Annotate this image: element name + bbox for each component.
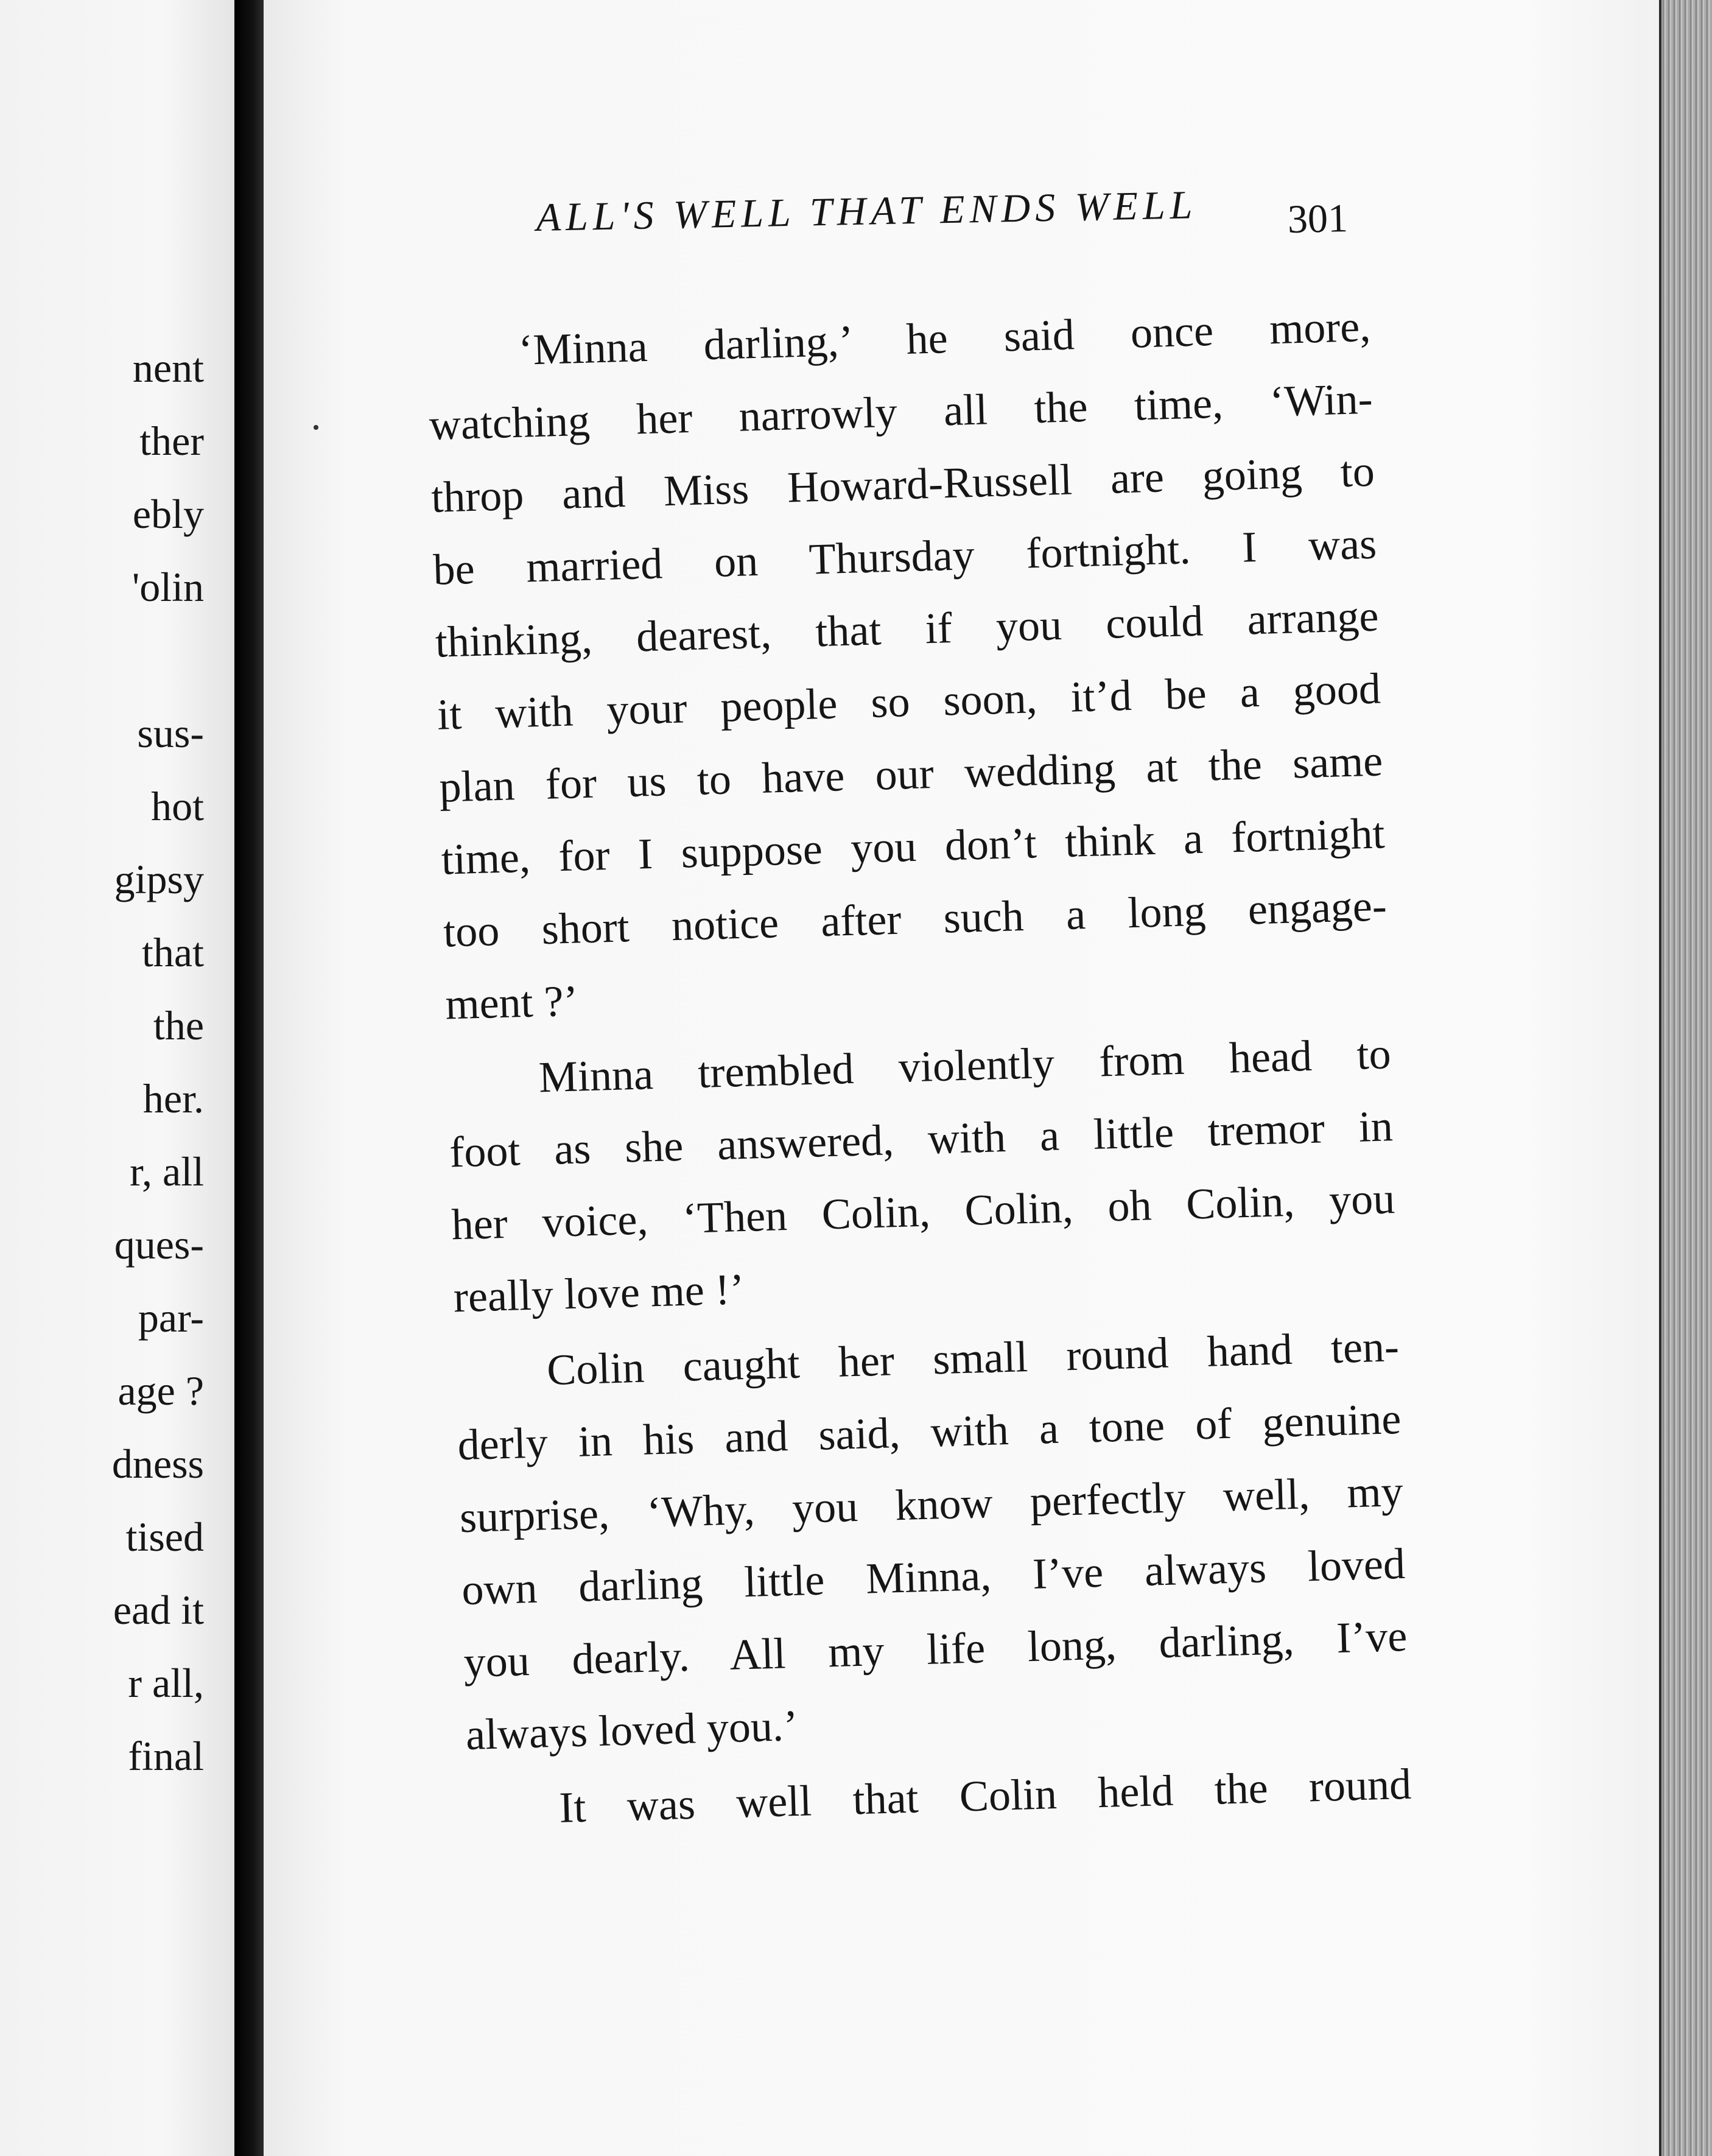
page-edges	[1661, 0, 1712, 2156]
left-page-line: ques-	[114, 1221, 204, 1268]
text-line: too short notice after such a long engage-	[443, 881, 1387, 957]
margin-speck	[314, 425, 318, 430]
left-page-line: the	[153, 1002, 204, 1048]
text-line: watching her narrowly all the time, ‘Win-	[428, 374, 1373, 449]
left-page-line: her.	[142, 1075, 204, 1122]
left-page	[0, 0, 234, 2156]
text-line: derly in his and said, with a tone of genuine	[457, 1394, 1402, 1470]
text-line: own darling little Minna, I’ve always loved	[461, 1539, 1406, 1615]
book-gutter	[234, 0, 264, 2156]
text-line: thinking, dearest, that if you could arrange	[434, 591, 1380, 667]
text-line: throp and Miss Howard-Russell are going to	[430, 446, 1375, 522]
left-page-line: ead it	[113, 1587, 204, 1633]
left-page-line: final	[128, 1733, 204, 1779]
left-page-line: age ?	[118, 1368, 204, 1414]
text-line: ‘Minna darling,’ he said once more,	[517, 301, 1372, 374]
text-line: always loved you.’	[465, 1701, 799, 1760]
left-page-line: r all,	[128, 1660, 204, 1706]
text-line: be married on Thursday fortnight. I was	[432, 519, 1378, 594]
text-line: ment ?’	[444, 976, 579, 1029]
left-page-line: par-	[138, 1294, 204, 1341]
left-page-line: nent	[132, 345, 204, 391]
text-line: Colin caught her small round hand ten-	[546, 1322, 1400, 1395]
left-page-line: gipsy	[114, 856, 204, 902]
text-line: it with your people so soon, it’d be a good	[437, 664, 1381, 739]
text-line: you dearly. All my life long, darling, I’ve	[463, 1611, 1408, 1687]
left-page-line: that	[142, 929, 204, 975]
left-page-line: ther	[139, 418, 204, 464]
text-line: really love me !’	[452, 1265, 745, 1322]
text-line: foot as she answered, with a little tremor in	[449, 1101, 1394, 1177]
body-text	[426, 290, 1412, 1847]
left-page-line: hot	[151, 783, 204, 829]
left-page-line: sus-	[137, 710, 204, 756]
running-head: ALL'S WELL THAT ENDS WELL	[536, 183, 1198, 240]
text-line: Minna trembled violently from head to	[538, 1029, 1392, 1102]
page-number: 301	[1287, 196, 1349, 242]
text-line: surprise, ‘Why, you know perfectly well, my	[458, 1466, 1404, 1542]
text-line: her voice, ‘Then Colin, Colin, oh Colin, you	[451, 1174, 1396, 1249]
text-line: time, for I suppose you don’t think a fortnight	[440, 809, 1386, 884]
left-page-line: ebly	[132, 491, 204, 537]
text-line: It was well that Colin held the round	[558, 1759, 1412, 1832]
left-page-line: r, all	[130, 1148, 204, 1195]
left-page-line: tised	[125, 1514, 204, 1560]
left-page-line: dness	[111, 1441, 204, 1487]
text-line: plan for us to have our wedding at the same	[438, 736, 1384, 812]
left-page-line: 'olin	[132, 564, 204, 610]
